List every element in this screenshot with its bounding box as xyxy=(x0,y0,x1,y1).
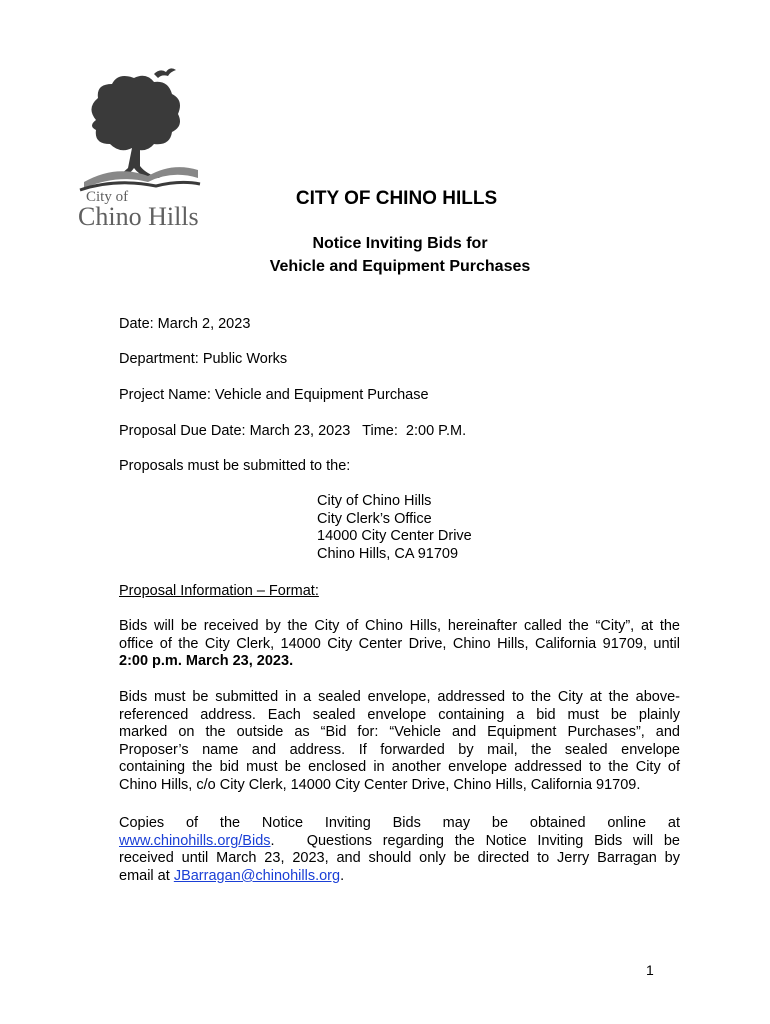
para3-line-4-text: email at xyxy=(119,867,174,884)
para2-line-1: Bids must be submitted in a sealed envelope, addressed to the City at the above- xyxy=(119,689,680,705)
subtitle-line-1: Notice Inviting Bids for xyxy=(312,235,488,252)
tree-logo-icon xyxy=(76,64,204,204)
para2-line-2: referenced address. Each sealed envelope containing a bid must be plainly xyxy=(119,706,680,723)
bids-website-link[interactable]: www.chinohills.org/Bids xyxy=(119,832,271,849)
para3-line-2-text: . Questions regarding the Notice Inviting Bids will be xyxy=(270,832,680,849)
contact-email-link[interactable]: JBarragan@chinohills.org xyxy=(173,867,341,884)
section-heading: Proposal Information – Format: xyxy=(119,583,319,599)
para3-line-1: Copies of the Notice Inviting Bids may be obtained online at xyxy=(119,815,680,831)
page-number: 1 xyxy=(646,962,654,978)
para1-line-1: Bids will be received by the City of Chino Hills, hereinafter called the “City”, at the xyxy=(119,618,680,634)
para1-bold-date: 2:00 p.m. March 23, 2023. xyxy=(119,653,294,670)
para2-line-4: Proposer’s name and address. If forwarded by mail, the sealed envelope xyxy=(119,741,680,758)
para3-line-3: received until March 23, 2023, and should only be directed to Jerry Barragan by xyxy=(119,850,680,867)
due-date-line: Proposal Due Date: March 23, 2023 Time: 2:00 P.M. xyxy=(119,423,467,439)
logo-small-text: City of xyxy=(86,189,129,205)
paragraph-1 xyxy=(119,618,680,671)
department-line: Department: Public Works xyxy=(119,351,288,367)
address-line-4: Chino Hills, CA 91709 xyxy=(317,545,459,562)
para1-line-2: office of the City Clerk, 14000 City Center Drive, Chino Hills, California 91709, until xyxy=(119,635,680,652)
para3-line-2 xyxy=(119,833,680,851)
date-line: Date: March 2, 2023 xyxy=(119,316,251,332)
paragraph-2 xyxy=(119,689,680,795)
paragraph-3 xyxy=(119,815,680,885)
address-line-1: City of Chino Hills xyxy=(317,493,432,509)
page-title: CITY OF CHINO HILLS xyxy=(295,188,498,209)
logo-big-text: Chino Hills xyxy=(78,202,199,231)
project-name-line: Project Name: Vehicle and Equipment Purchase xyxy=(119,387,429,403)
para3-line-4 xyxy=(119,868,344,884)
para3-line-4-end: . xyxy=(340,867,345,884)
para2-line-5: containing the bid must be enclosed in another envelope addressed to the City of xyxy=(119,759,680,776)
para2-line-3: marked on the outside as “Bid for: “Vehicle and Equipment Purchases”, and xyxy=(119,724,680,741)
address-line-2: City Clerk’s Office xyxy=(317,510,432,527)
address-block xyxy=(317,493,472,563)
submit-to-line: Proposals must be submitted to the: xyxy=(119,458,351,474)
subtitle-line-2: Vehicle and Equipment Purchases xyxy=(269,258,531,275)
para2-line-6: Chino Hills, c/o City Clerk, 14000 City Center Drive, Chino Hills, California 91709. xyxy=(119,776,641,793)
address-line-3: 14000 City Center Drive xyxy=(317,528,472,545)
